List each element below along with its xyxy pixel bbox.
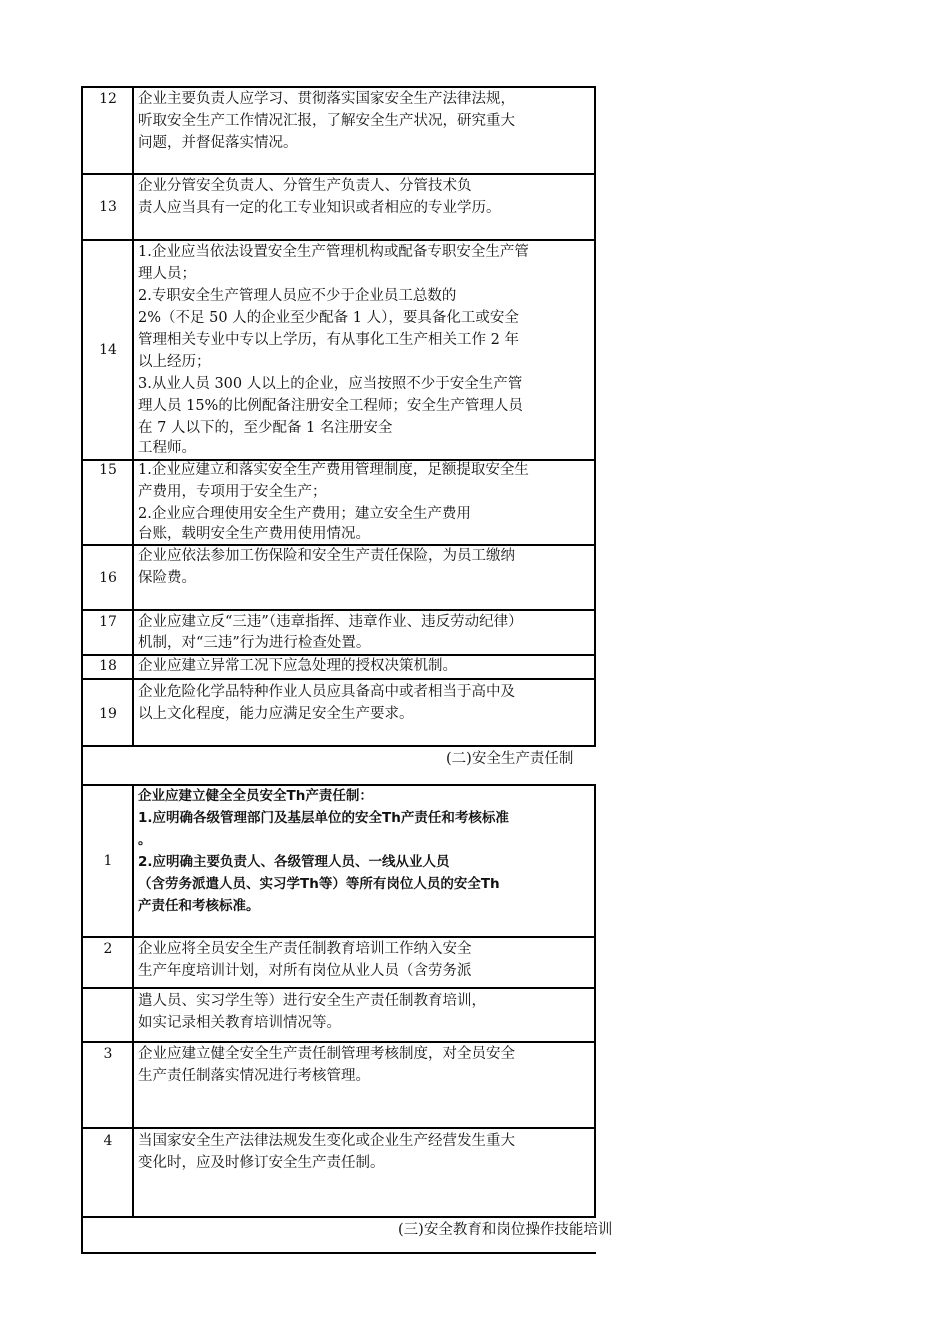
text-line: 机制，对“三违”行为进行检查处置。 <box>138 635 371 651</box>
text-line: 1.企业应当依法设置安全生产管理机构或配备专职安全生产管 <box>138 244 529 260</box>
row-number: 12 <box>99 91 117 107</box>
text-line: 企业应依法参加工伤保险和安全生产责任保险，为员工缴纳 <box>138 548 515 564</box>
row-number: 4 <box>103 1133 113 1149</box>
row-divider <box>81 1216 596 1218</box>
row-divider <box>81 1127 596 1129</box>
row-number: 19 <box>99 706 117 722</box>
row-content <box>138 545 598 589</box>
text-line: 在 7 人以下的，至少配备 1 名注册安全 <box>138 420 393 436</box>
text-line: 责人应当具有一定的化工专业知识或者相应的专业学历。 <box>138 200 501 216</box>
table-border-bottom <box>81 1252 596 1254</box>
text-line: 企业应建立健全全员安全Th产责任制： <box>138 788 373 804</box>
column-divider <box>132 86 134 747</box>
text-line: 产费用，专项用于安全生产； <box>138 484 327 500</box>
text-line: 企业应建立健全安全生产责任制管理考核制度，对全员安全 <box>138 1046 515 1062</box>
text-line: 产责任和考核标准。 <box>138 898 260 914</box>
row-number: 18 <box>99 658 117 674</box>
row-content <box>138 785 598 917</box>
text-line: 企业应将全员安全生产责任制教育培训工作纳入安全 <box>138 941 472 957</box>
text-line: 1.企业应建立和落实安全生产费用管理制度，足额提取安全生 <box>138 462 529 478</box>
row-content <box>138 459 598 544</box>
text-line: 企业应建立异常工况下应急处理的授权决策机制。 <box>138 658 457 674</box>
text-line: （含劳务派遣人员、实习学Th等）等所有岗位人员的安全Th <box>138 876 500 892</box>
row-number: 3 <box>103 1046 113 1062</box>
row-content <box>138 611 598 653</box>
text-line: 生产年度培训计划，对所有岗位从业人员（含劳务派 <box>138 963 472 979</box>
section-title: (三)安全教育和岗位操作技能培训 <box>398 1222 613 1238</box>
text-line: 。 <box>138 832 152 848</box>
row-number: 14 <box>99 342 117 358</box>
text-line: 企业应建立反“三违”（违章指挥、违章作业、违反劳动纪律） <box>138 614 523 630</box>
row-content <box>138 241 598 457</box>
text-line: 保险费。 <box>138 570 196 586</box>
row-content <box>138 938 598 982</box>
text-line: 变化时，应及时修订安全生产责任制。 <box>138 1155 385 1171</box>
text-line: 2%（不足 50 人的企业至少配备 1 人），要具备化工或安全 <box>138 310 519 326</box>
text-line: 如实记录相关教育培训情况等。 <box>138 1015 341 1031</box>
text-line: 听取安全生产工作情况汇报，了解安全生产状况，研究重大 <box>138 113 515 129</box>
row-number: 15 <box>99 462 117 478</box>
text-line: 管理相关专业中专以上学历，有从事化工生产相关工作 2 年 <box>138 332 519 348</box>
text-line: 企业主要负责人应学习、贯彻落实国家安全生产法律法规， <box>138 91 515 107</box>
text-line: 2.企业应合理使用安全生产费用；建立安全生产费用 <box>138 506 471 522</box>
text-line: 生产责任制落实情况进行考核管理。 <box>138 1068 370 1084</box>
row-content <box>138 681 598 725</box>
row-divider <box>81 987 596 989</box>
text-line: 以上经历； <box>138 354 211 370</box>
row-content <box>138 88 598 154</box>
text-line: 当国家安全生产法律法规发生变化或企业生产经营发生重大 <box>138 1133 515 1149</box>
row-number: 16 <box>99 570 117 586</box>
text-line: 台账，载明安全生产费用使用情况。 <box>138 526 370 542</box>
row-number: 13 <box>99 199 117 215</box>
section-title: (二)安全生产责任制 <box>446 751 574 767</box>
column-divider <box>132 784 134 1218</box>
text-line: 以上文化程度，能力应满足安全生产要求。 <box>138 706 414 722</box>
text-line: 3.从业人员 300 人以上的企业，应当按照不少于安全生产管 <box>138 376 523 392</box>
text-line: 工程师。 <box>138 440 196 456</box>
text-line: 1.应明确各级管理部门及基层单位的安全Th产责任和考核标准 <box>138 810 509 826</box>
row-number: 2 <box>103 941 113 957</box>
row-number: 1 <box>103 853 113 869</box>
text-line: 2.应明确主要负责人、各级管理人员、一线从业人员 <box>138 854 450 870</box>
text-line: 理人员 15%的比例配备注册安全工程师；安全生产管理人员 <box>138 398 523 414</box>
row-number: 17 <box>99 614 117 630</box>
text-line: 2.专职安全生产管理人员应不少于企业员工总数的 <box>138 288 457 304</box>
row-content <box>138 1130 598 1174</box>
row-content <box>138 990 598 1034</box>
text-line: 企业分管安全负责人、分管生产负责人、分管技术负 <box>138 178 472 194</box>
text-line: 问题，并督促落实情况。 <box>138 135 298 151</box>
row-divider <box>81 745 596 747</box>
row-content <box>138 175 598 219</box>
text-line: 理人员； <box>138 266 196 282</box>
row-divider <box>81 678 596 680</box>
text-line: 企业危险化学品特种作业人员应具备高中或者相当于高中及 <box>138 684 515 700</box>
row-content <box>138 655 598 677</box>
text-line: 遣人员、实习学生等）进行安全生产责任制教育培训， <box>138 993 486 1009</box>
row-content <box>138 1043 598 1087</box>
